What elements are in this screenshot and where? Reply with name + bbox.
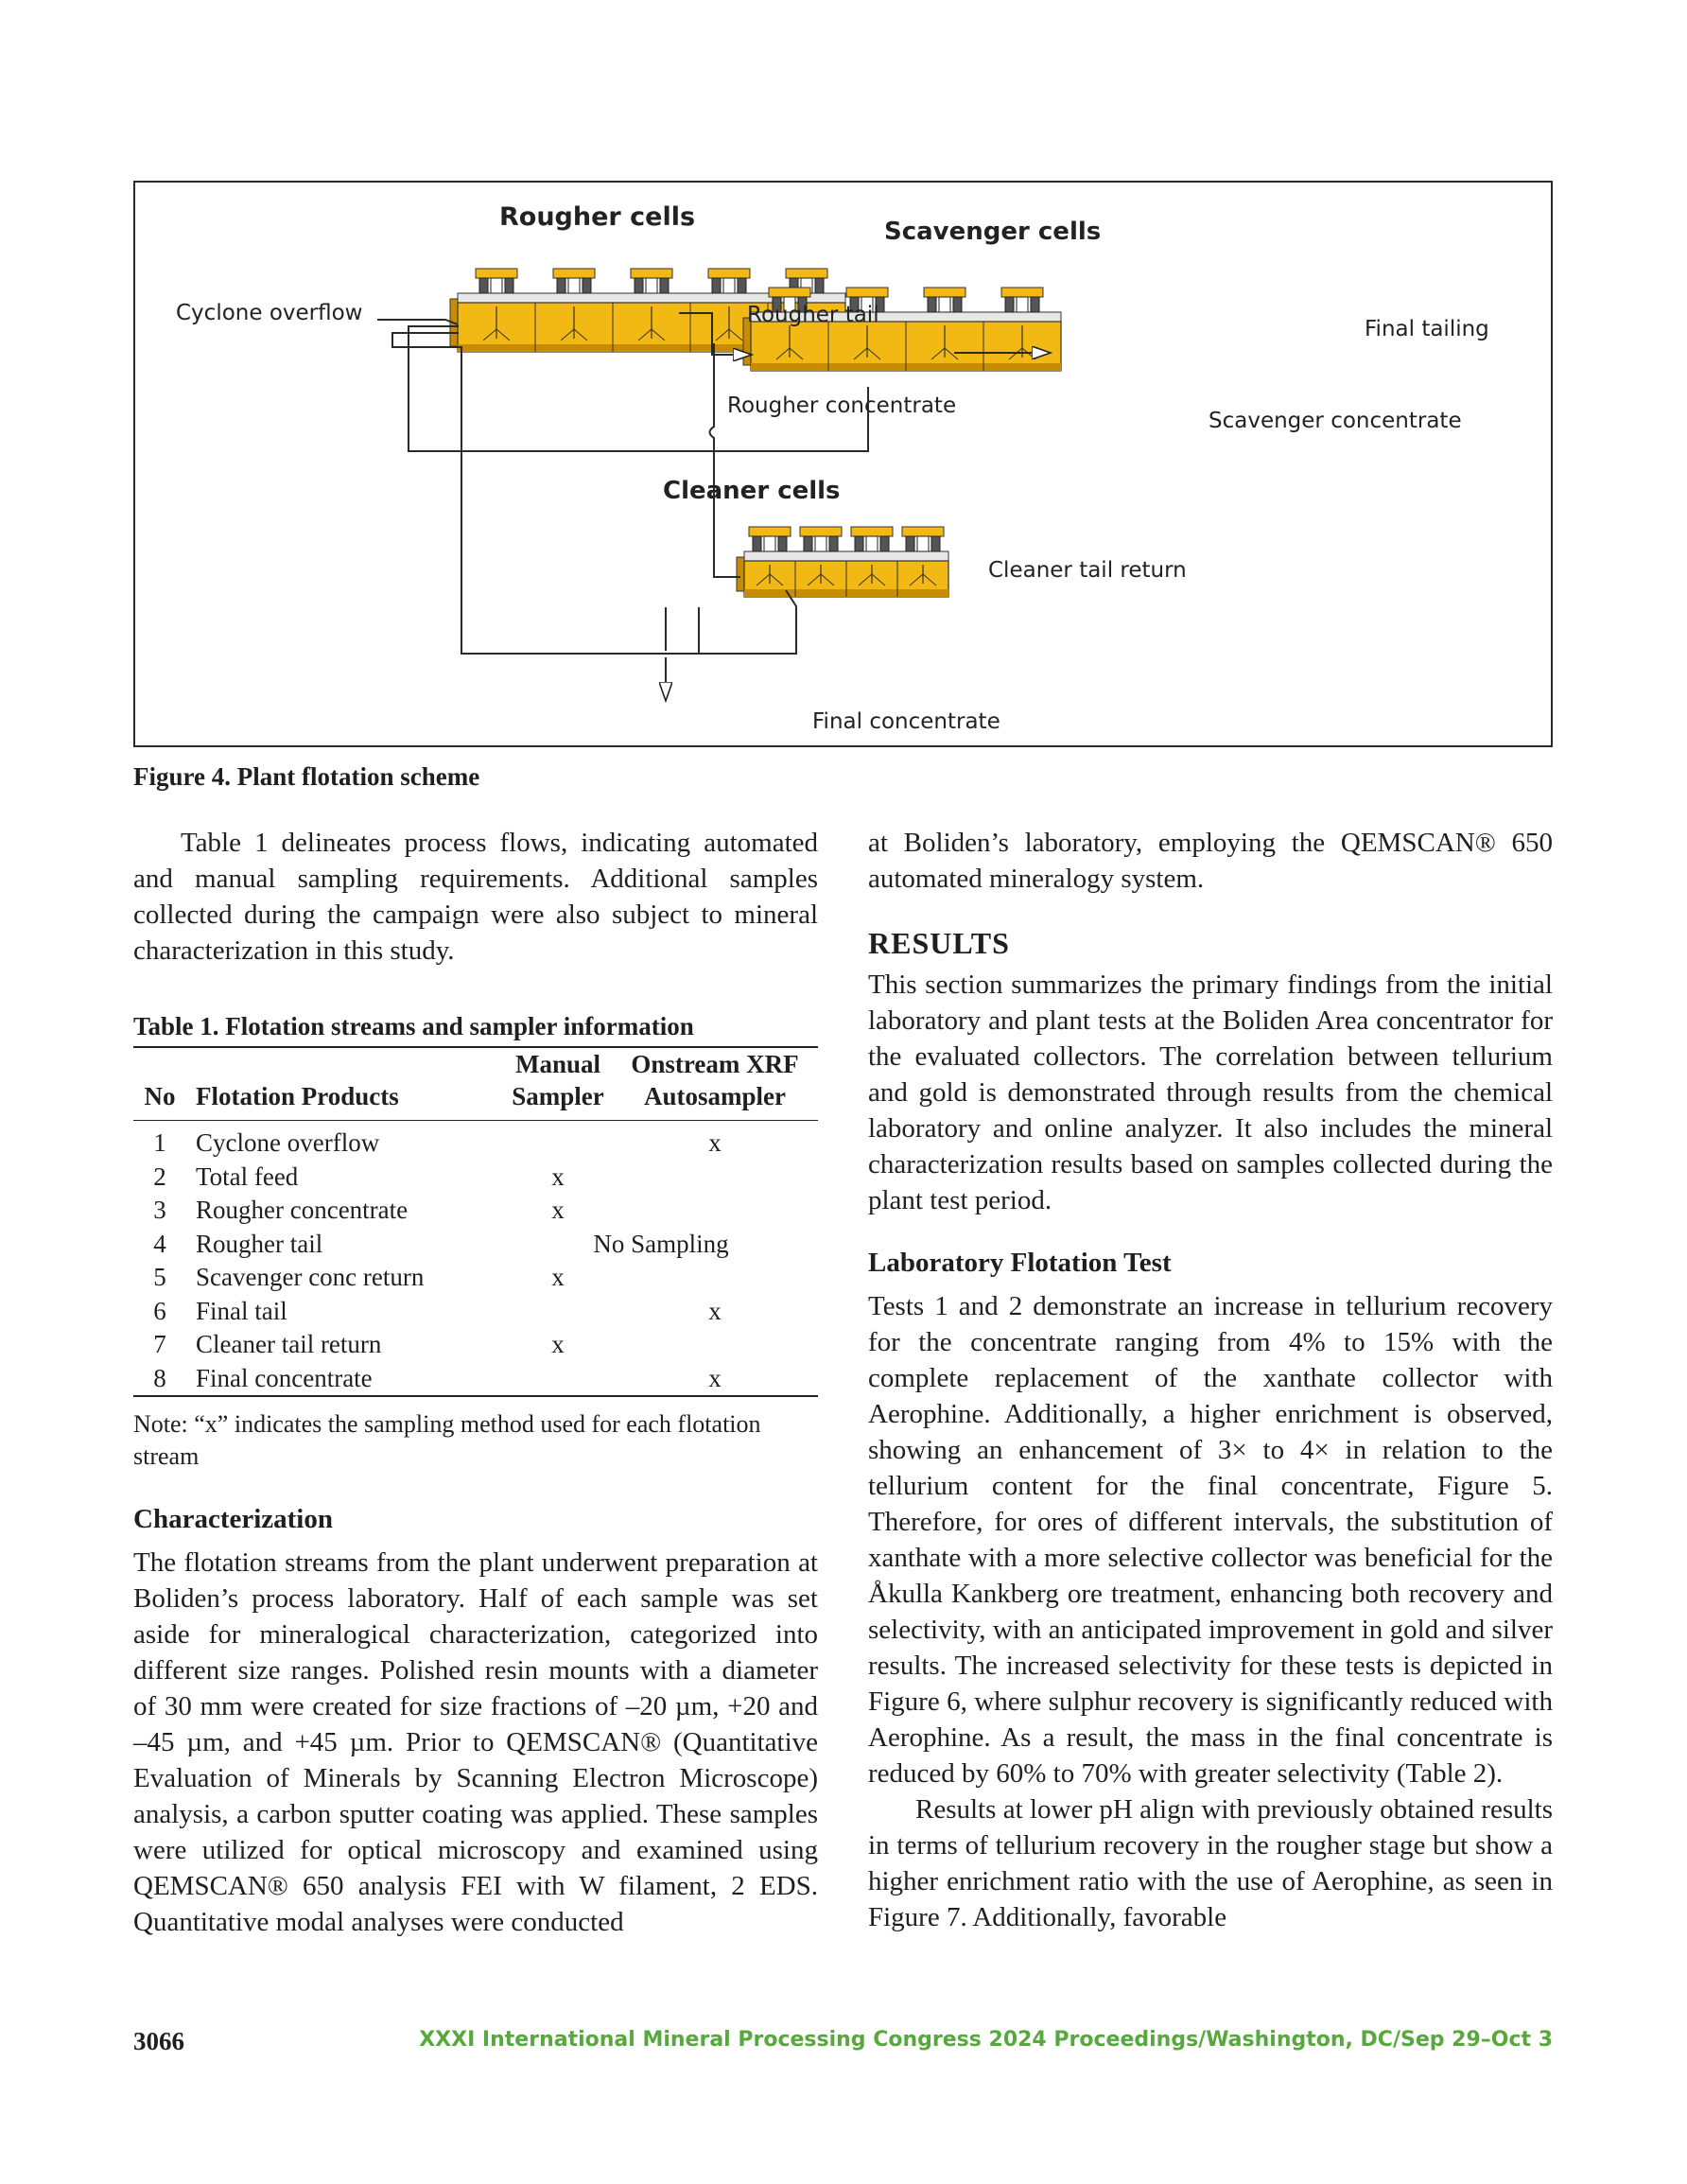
- motor-icon: [800, 527, 842, 551]
- row-product: Scavenger conc return: [196, 1263, 425, 1291]
- row-number: 5: [153, 1263, 166, 1291]
- row-product: Rougher tail: [196, 1229, 323, 1258]
- characterization-paragraph: The flotation streams from the plant underwent preparation at Boliden’s process laboratory. Half of each sample was set aside for mineralogical characterization, categorized into different size ranges. Polished resin mounts with a diameter of 30 mm were created for size fractions of –20 µm, +20 and –45 µm, and +45 µm. Prior to QEMSCAN® (Quantitative Evaluation of Minerals by Scanning Electron Microscope) analysis, a carbon sputter coating was applied. These samples were utilized for optical microscopy and examined using QEMSCAN® 650 analysis FEI with W filament, 2 EDS. Quantitative modal analyses were conducted: [133, 1547, 818, 1937]
- cleaner-tail-return-label: Cleaner tail return: [988, 558, 1187, 583]
- row-xrf-autosampler: x: [708, 1296, 722, 1325]
- table-row: [133, 1121, 818, 1161]
- lab-paragraph-1: Tests 1 and 2 demonstrate an increase in tellurium recovery for the concentrate ranging from 4% to 15% with the complete replacement of the xanthate collector with Aerophine. Additionally, a higher enrichment is observed, showing an enhancement of 3× to 4× in relation to the tellurium content for the final concentrate, Figure 5. Therefore, for ores of different intervals, the substitution of xanthate with a more selective collector was beneficial for the Åkulla Kankberg ore treatment, enhancing both recovery and selectivity, with an anticipated improvement in gold and silver results. The increased selectivity for these tests is depicted in Figure 6, where sulphur recovery is significantly reduced with Aerophine. As a result, the mass in the final concentrate is reduced by 60% to 70% with greater selectivity (Table 2).: [868, 1291, 1553, 1789]
- table-row: [133, 1228, 818, 1262]
- row-product: Rougher concentrate: [196, 1196, 409, 1224]
- scavenger-cells-label: Scavenger cells: [884, 218, 1102, 246]
- motor-icon: [708, 269, 750, 293]
- row-product: Final tail: [196, 1296, 287, 1325]
- row-manual-sampler: x: [551, 1162, 565, 1191]
- table-caption: Table 1. Flotation streams and sampler information: [133, 1012, 694, 1040]
- row-manual-sampler: [504, 1362, 612, 1397]
- header-manual-line1: Manual: [514, 1050, 601, 1078]
- row-number: 7: [153, 1330, 166, 1358]
- row-manual-sampler: x: [551, 1196, 565, 1224]
- flotation-scheme-diagram: [135, 183, 1551, 745]
- row-product: Cleaner tail return: [196, 1330, 382, 1358]
- right-column: [868, 825, 1553, 1935]
- row-xrf-autosampler: x: [708, 1128, 722, 1157]
- row-number: 2: [153, 1162, 166, 1191]
- results-heading: RESULTS: [868, 926, 1010, 960]
- table-row: [133, 1194, 818, 1228]
- row-xrf-autosampler: [612, 1161, 818, 1195]
- characterization-heading: Characterization: [133, 1504, 333, 1534]
- row-manual-sampler: x: [551, 1330, 565, 1358]
- rougher-tail-label: Rougher tail: [747, 303, 879, 327]
- header-manual-line2: Sampler: [512, 1082, 604, 1110]
- row-manual-sampler: [504, 1121, 612, 1161]
- header-no: No: [144, 1082, 176, 1110]
- lab-paragraph-2: Results at lower pH align with previously obtained results in terms of tellurium recovery in the rougher stage but show a higher enrichment ratio with the use of Aerophine, as seen in Figure 7. Additionally, favorable: [868, 1794, 1553, 1932]
- scavenger-concentrate-label: Scavenger concentrate: [1209, 409, 1462, 433]
- header-products: Flotation Products: [196, 1082, 399, 1110]
- header-xrf-line1: Onstream XRF: [631, 1050, 799, 1078]
- table-row: [133, 1295, 818, 1329]
- rougher-concentrate-label: Rougher concentrate: [727, 393, 957, 418]
- results-paragraph: This section summarizes the primary findings from the initial laboratory and plant tests at the Boliden Area concentrator for the evaluated collectors. The correlation between tellurium and gold is demonstrated through results from the chemical laboratory and online analyzer. It also includes the mineral characterization results based on samples collected during the plant test period.: [868, 970, 1553, 1215]
- table-row: [133, 1328, 818, 1362]
- left-column: [133, 825, 818, 1940]
- flotation-streams-table: [133, 1046, 818, 1397]
- row-manual-sampler: x: [551, 1263, 565, 1291]
- row-product: Cyclone overflow: [196, 1128, 380, 1157]
- lab-test-heading: Laboratory Flotation Test: [868, 1248, 1172, 1278]
- motor-icon: [924, 288, 965, 312]
- row-xrf-autosampler: [612, 1328, 818, 1362]
- cyclone-overflow-line: [377, 320, 458, 324]
- row-number: 3: [153, 1196, 166, 1224]
- cleaner-cells-label: Cleaner cells: [663, 477, 841, 505]
- scavenger-cells-bank: [743, 288, 1061, 371]
- continued-paragraph: at Boliden’s laboratory, employing the QEMSCAN® 650 automated mineralogy system.: [868, 828, 1553, 894]
- table-row: [133, 1161, 818, 1195]
- table-row: [133, 1362, 818, 1397]
- row-manual-sampler: [504, 1295, 612, 1329]
- motor-icon: [902, 527, 944, 551]
- conference-footer: XXXI International Mineral Processing Congress 2024 Proceedings/Washington, DC/Sep 29–Oct 3: [419, 2028, 1553, 2052]
- row-number: 4: [153, 1229, 166, 1258]
- rougher-concentrate-line: [710, 343, 741, 577]
- table-row: [133, 1261, 818, 1295]
- row-number: 8: [153, 1363, 166, 1392]
- table-note: Note: “x” indicates the sampling method used for each flotation stream: [133, 1410, 761, 1470]
- header-xrf-line2: Autosampler: [644, 1082, 786, 1110]
- row-product: Final concentrate: [196, 1363, 373, 1392]
- motor-icon: [631, 269, 672, 293]
- row-xrf-autosampler: x: [708, 1363, 722, 1392]
- cleaner-cells-bank: [737, 527, 948, 597]
- figure-caption: Figure 4. Plant flotation scheme: [133, 762, 480, 791]
- motor-icon: [553, 269, 595, 293]
- row-number: 1: [153, 1128, 166, 1157]
- row-no-sampling: No Sampling: [593, 1229, 729, 1258]
- final-tailing-label: Final tailing: [1365, 317, 1489, 341]
- intro-paragraph: Table 1 delineates process flows, indicating automated and manual sampling requirements. Additional samples collected during the campaign were also subject to mineral characterization in this study.: [133, 828, 818, 966]
- row-xrf-autosampler: [612, 1261, 818, 1295]
- row-xrf-autosampler: [612, 1194, 818, 1228]
- rougher-cells-label: Rougher cells: [499, 202, 696, 232]
- row-number: 6: [153, 1296, 166, 1325]
- motor-icon: [1001, 288, 1043, 312]
- flotation-scheme-figure: [133, 181, 1553, 747]
- motor-icon: [749, 527, 791, 551]
- motor-icon: [851, 527, 893, 551]
- cyclone-overflow-label: Cyclone overflow: [176, 301, 363, 325]
- row-product: Total feed: [196, 1162, 299, 1191]
- final-concentrate-label: Final concentrate: [812, 709, 1000, 734]
- motor-icon: [476, 269, 517, 293]
- page-number: 3066: [133, 2027, 184, 2055]
